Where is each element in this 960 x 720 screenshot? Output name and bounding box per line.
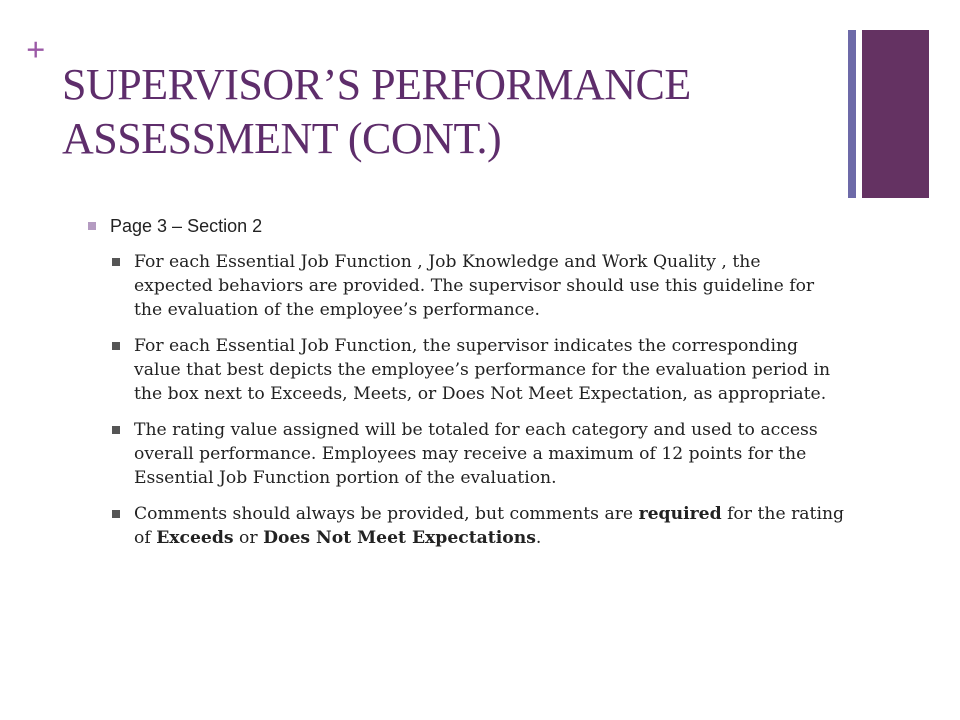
square-bullet-icon	[112, 258, 120, 266]
text-segment: or	[233, 528, 264, 548]
plus-icon: +	[26, 32, 46, 69]
bullet-list	[110, 250, 846, 550]
title-line-1: SUPERVISOR’S PERFORMANCE	[62, 60, 691, 109]
emphasis-exceeds: Exceeds	[156, 528, 234, 548]
list-item	[110, 418, 844, 490]
list-item-text: The rating value assigned will be totaled for each category and used to access overall performance. Employees may receive a maximum of 12 points for the Essential Job Function portion of the evaluation.	[134, 420, 818, 488]
slide-content	[86, 214, 846, 562]
section-bullet	[86, 214, 846, 238]
list-item-text	[134, 504, 844, 548]
text-segment: for the rating of	[134, 504, 845, 548]
list-item-text: For each Essential Job Function, the supervisor indicates the corresponding value that best depicts the employee’s performance for the evaluation period in the box next to Exceeds, Meets, or Does Not Meet Expectation, as appropriate.	[134, 336, 831, 404]
list-item-text: For each Essential Job Function , Job Knowledge and Work Quality , the expected behaviors are provided. The supervisor should use this guideline for the evaluation of the employee’s performance.	[134, 252, 815, 320]
square-bullet-icon	[112, 510, 120, 518]
title-line-2: ASSESSMENT (CONT.)	[62, 114, 502, 163]
accent-bar-thick	[862, 30, 929, 198]
accent-bar-thin	[848, 30, 856, 198]
list-item	[110, 334, 844, 406]
list-item	[110, 502, 844, 550]
text-segment: Comments should always be provided, but comments are	[134, 504, 639, 524]
emphasis-does-not-meet: Does Not Meet Expectations	[263, 528, 536, 548]
emphasis-required: required	[638, 504, 722, 524]
section-label: Page 3 – Section 2	[110, 216, 263, 236]
list-item	[110, 250, 844, 322]
slide-title	[62, 58, 822, 166]
square-bullet-icon	[88, 222, 96, 230]
square-bullet-icon	[112, 342, 120, 350]
square-bullet-icon	[112, 426, 120, 434]
text-segment: .	[535, 528, 542, 548]
